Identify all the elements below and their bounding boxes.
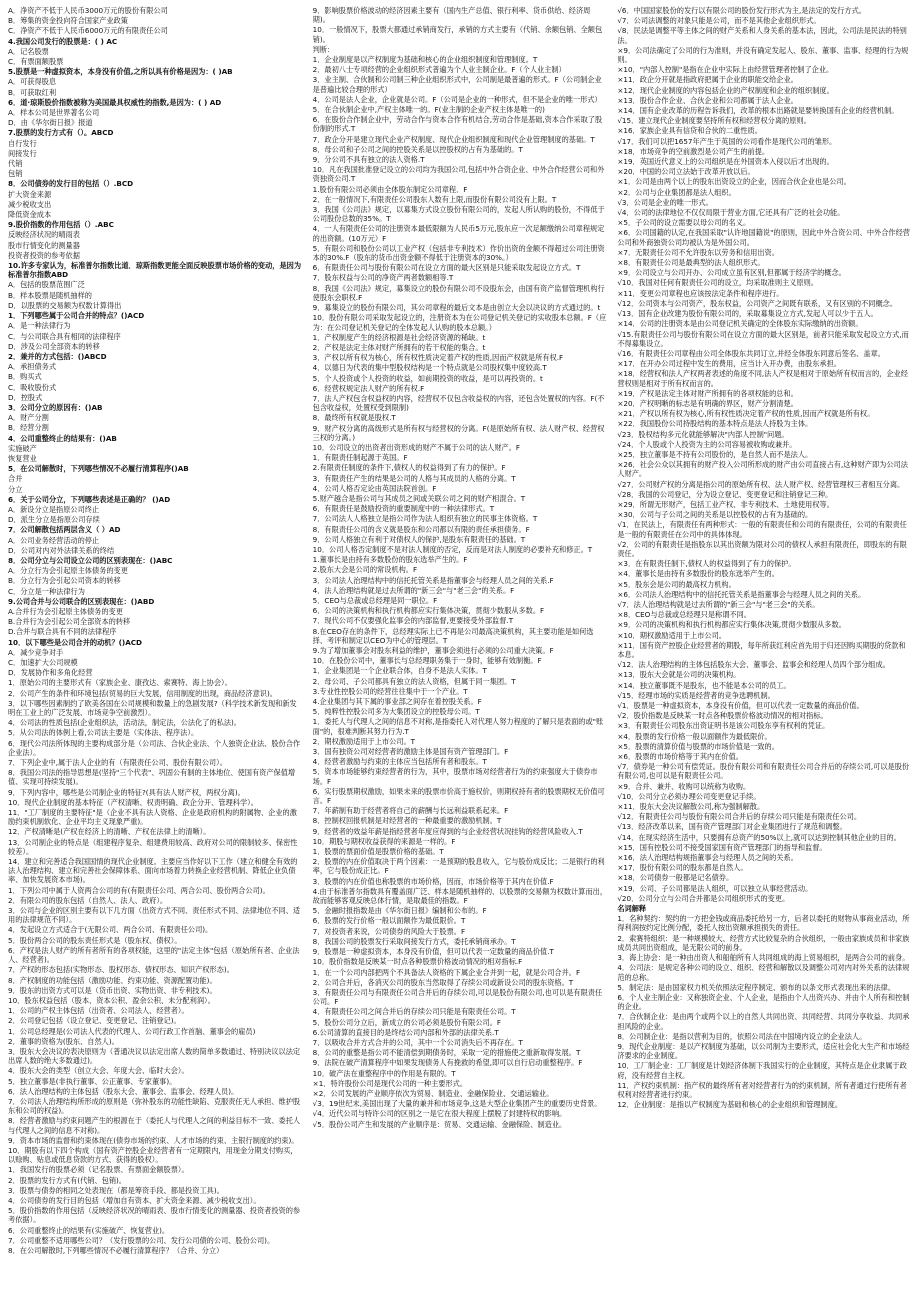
text-line: 10．破产法在重整程序中的作用是有限的。T (312, 1068, 456, 1078)
text-line: 7．以吸收合并方式合并的公司，其中一个公司消失后不再存在。T (312, 1037, 523, 1047)
text-line: 3．公司与企业的区别主要有以下几方面（出资方式不同、责任形式不同、法律地位不同、适用的法律规范不同）。 (8, 906, 301, 925)
text-line: ×11．政企分开就是指政府把属于企业的职能交给企业。 (617, 75, 798, 85)
column-right (617, 6, 912, 1296)
text-line: 10．股份有限公司采取发起设立的，注册资本为在公司登记机关登记的实收股本总额。F（应为：在公司登记机关登记的全体发起人认购的股本总额。） (312, 313, 607, 332)
text-line: 1．公司的产权主体包括（出资者、公司法人、经营者）。 (8, 1006, 189, 1016)
text-line: C．分立是一种法律行为 (8, 586, 85, 596)
text-line: 3．有限责任公司与有限责任公司合并后的存续公司,可以是股份有限公司,也可以是有限责任公司。F (312, 987, 603, 1007)
text-line: 4．以德日为代表的集中型股权结构是一个特点就是公司股权集中度较高.T (312, 363, 547, 373)
text-line: A．可获得股息 (8, 77, 57, 87)
text-line: √15．建立现代企业制度要坚持所有权和经营权分离的原则。 (617, 116, 811, 126)
text-line: ×6．公司法人治理结构中的信托托管关系是指董事会与经理人员之间的关系。 (617, 589, 866, 599)
text-line: √15．经理市场的实质是经营者的竞争选聘机制。 (617, 690, 775, 700)
text-line: D．公司对内对外法律关系的终结 (8, 545, 115, 555)
text-line: 2．公司合并后，各消灭公司的股东当然取得了存续公司或新设公司的股东资格。T (312, 977, 574, 987)
text-line: D．发展协作和多角化经营 (8, 668, 93, 678)
text-line: 降低资金成本 (8, 210, 52, 220)
text-line: ×6．公司国籍的认定,在我国采取"认许地国籍说"的原则，因此中外合资公司、中外合作经营公司和外商独资公司均被认为是外国公司。 (617, 228, 910, 247)
text-line: √6．中国国家股份的发行以有限公司的股份发行形式为主,是法定的发行方式。 (617, 6, 866, 15)
question-heading: 7．公司解散包括两层含义（ ）AD (8, 525, 121, 535)
text-line: ×16．家族企业具有信贷和合伙的二重性质。 (617, 126, 762, 136)
text-line: ×6．股票的市场价格等于其内在价值。 (617, 752, 743, 762)
text-line: ×17．股份有限公司的股东都是自然人。 (617, 863, 748, 873)
text-line: D．以股票的交易额为权数计算得出 (8, 300, 122, 310)
text-line: 4.由于标准普尔指数具有覆盖面广泛、样本是随机抽样的、以股票的交易额为权数计算而出，故而能够客观反映总体行情，是取最佳的指数。F (312, 886, 608, 906)
text-line: 7．下列企业中,属于法人企业的有（有限责任公司、股份有限公司）。 (8, 758, 227, 768)
text-line: 3．我国《公司法》规定，以募集方式设立股份有限公司的，发起人所认购的股份，不得低于公司股份总数的35%。T (312, 205, 605, 224)
text-line: ×9．合并、兼并、收购可以统称为收购。 (617, 781, 751, 791)
text-line: 2.股东大会是公司的常设机构。F (312, 565, 418, 575)
text-line: A．新设分立是指原公司终止 (8, 504, 100, 514)
text-line: 5．股份公司分立后，新成立的公司必须是股份有限公司。F (312, 1017, 502, 1027)
text-line: 2．有限公司的股东包括（自然人、法人、政府）。 (8, 895, 168, 905)
question-heading: 6．关于公司分立，下列哪些表述是正确的？ ()AD (8, 494, 171, 504)
text-line: ×11．股东大会决议解散公司,称为强制解散。 (617, 802, 765, 812)
text-line: 10．在股份公司中，董事长与总经理职务集于一身时，能够有效制衡。F (312, 656, 542, 666)
text-line: D．控股式 (8, 392, 43, 402)
text-line: 3．以下哪些因素制约了欧美各国在公司规模和数量上的急剧发展?（科学技术新发现和新发明在工业上的广泛发展、市场竞争空前激烈）。 (8, 698, 297, 718)
text-line: √3．19世纪末,美国出现了大量的兼并和市场竞争,这是大型企业集团产生的重要历史背景。 (312, 1099, 602, 1109)
text-line: √23．股权结构多元化就能够解决"内部人控制"问题。 (617, 429, 789, 439)
text-line: D．由《华尔街日报》报道 (8, 118, 93, 128)
text-line: C．净资产不低于人民币6000万元的有限责任公司 (8, 26, 168, 36)
text-line: 2．产权是法定主体对财产所拥有的若干权能的集合。t (312, 342, 486, 352)
text-line: 3.专业性控股公司的经营往往集中于一个产业。T (312, 686, 468, 696)
text-line: 减少税收支出 (8, 199, 52, 209)
text-line: ×3．在有限责任制下,债权人的权益得到了有力的保护。 (617, 559, 796, 569)
text-line: 10．工厂制企业：工厂制度是计划经济体制下我国实行的企业制度，其特点是企业隶属于政府，没有经营自主权。 (617, 1061, 907, 1080)
text-line: ×25．独立董事是不持有公司股份的，是自然人而不是法人。 (617, 449, 813, 459)
text-line: 1．委托人与代理人之间的信息不对称,是指委托人对代理人努力程度的了解只是表面的或"账面"的，很难判断其努力行为.T (312, 717, 604, 736)
text-line: 2．期权激励适用于上市公司。T (312, 736, 416, 746)
text-line: 8．最终所有权就是股权.T (312, 413, 396, 423)
text-line: 5．股价指数的作用包括（反映经济状况的晴雨表、股市行情变化的测量器、投资者投资的参考依据）。 (8, 1206, 301, 1225)
text-line: 7．公司重整不适用哪些公司？（发行股票的公司、发行公司债的公司、股份公司)。 (8, 1235, 275, 1245)
text-line: ×3．有限责任公司股东出资证明书是该公司股东享有权利的凭证。 (617, 721, 830, 731)
text-line: ×5．子公司的设立需要以母公司的名义。 (617, 218, 751, 228)
question-heading: 7.股票的发行方式有（）。ABCD (8, 128, 114, 138)
text-line: 1．股票的票面价值是股票价格的基础。T (312, 847, 444, 857)
text-line: C．与公司联合具有相同的法律程序 (8, 331, 121, 341)
text-line: A．净资产不低于人民币3000万元的股份有限公司 (8, 6, 168, 15)
text-line: 9．影响股票价格波动的经济因素主要有（国内生产总值、银行利率、货币供给、经济周期)。 (312, 6, 591, 25)
text-line: 1．有限责任制起源于英国。F (312, 453, 408, 463)
text-line: 6．实行股票期权激励，如果未来的股票市价高于施权价，则期权持有者的股票期权无价值可言。F (312, 786, 605, 806)
text-line: ×7．无限责任公司不允许股东以劳务和信用出资。 (617, 247, 779, 257)
question-heading: 9.公司合并与公司联合的区别表现在：()ABD (8, 596, 155, 606)
text-line: √12．有限责任公司与股份有限公司合并后的存续公司只能是有限责任公司。 (617, 812, 862, 822)
text-line: √28．我国的公司登记，分为设立登记、变更登记和注销登记三种。 (617, 489, 833, 499)
text-line: 4．经营者激励与约束的主体应当包括所有者和股东。T (312, 757, 487, 767)
text-line: 9．股东的出资方式可以是（货币出资、实物出资、非专利技术)。 (8, 985, 217, 995)
text-line: C．有票面额股票 (8, 57, 64, 67)
text-line: 10．股价指数是反映某一时点各种股票价格波动情况的相对指标.F (312, 957, 523, 967)
text-line: B．筹集的资金投向符合国家产业政策 (8, 16, 128, 26)
text-line: 7．对投资者来说，公司债券的风险大于股票。F (312, 926, 466, 936)
text-line: 2．股票的发行方式有(代销、包销)。 (8, 1175, 126, 1185)
text-line: A．公司业务经营活动的停止 (8, 535, 100, 545)
text-line: ×4．董事长是由持有多数股份的股东选举产生的。 (617, 569, 779, 579)
question-heading: 4．公司重整终止的结果有：()AB (8, 433, 117, 443)
text-line: 2.有限责任制度的条件下,债权人的权益得到了有力的保护。F (312, 463, 506, 473)
text-line: 3．公司法人治理结构中的信托托管关系是指董事会与经理人员之间的关系.F (312, 575, 554, 585)
text-line: √15.有限责任公司与股份有限公司在设立方面的最大区别是，前者只能采取发起设立方式,而不得募集设立。 (617, 329, 909, 348)
text-line: 合并 (8, 474, 23, 484)
text-line: ×26．社会公众以其拥有的财产投入公司所形成的财产由公司直接占有,这种财产即为公司法人财产。 (617, 460, 908, 479)
text-line: 9．募集设立的股份有限公司，其公司章程的最后文本是由创立大会以决议的方式通过的。t (312, 303, 601, 313)
text-line: √27．公司财产权的分离是指公司的原始所有权、法人财产权、经营管理权三者相互分离。 (617, 479, 905, 489)
text-line: 2．索赛特组织：是一种规模较大、经营方式比较复杂的合伙组织，一般由家族成员和非家族成员共同出资组成，是无限公司的前身。 (617, 933, 910, 952)
text-line: 4．发起设立方式适合于(无限公司、两合公司、有限责任公司)。 (8, 925, 213, 935)
text-line: 8．我国《公司法》规定，募集设立的股份有限公司不设股东会，由国有资产监督管理机构行使股东会职权.F (312, 283, 605, 302)
text-line: 1．名种契约：契约的一方把金钱或商品委托给另一方，后者以委托的财物从事商业活动，所得利润按约定比例分配，委托人按出资额承担损失的责任。 (617, 914, 910, 933)
text-line: 3．海上协会：是一种由出资人和船舶所有人共同组成的海上贸易组织，是两合公司的前身。 (617, 953, 910, 963)
text-line: 7．股东权益与公司的净资产两者数额相等.T (312, 273, 454, 283)
text-line: ×21．产权以所有权为核心,所有权性质决定着产权的性质,因而产权就是所有权。 (617, 409, 875, 419)
text-line: √7．公司法调整的对象只能是公司，而不是其他企业组织形式。 (617, 16, 821, 26)
text-line: 2．母公司、子公司都具有独立的法人资格，但属于同一集团。T (312, 676, 516, 686)
text-line: 8．公司的重整是指公司不能清偿到期债务时，采取一定的措施使之重新取得发展。T (312, 1048, 581, 1058)
text-line: 12．企业制度：是指以产权制度为基础和核心的企业组织和管理制度。 (617, 1100, 843, 1110)
text-line: ×10．期权激励适用于上市公司。 (617, 630, 726, 640)
text-line: √12．法人治理结构的主体包括股东大会、董事会、监事会和经理人员四个部分组成。 (617, 660, 890, 670)
text-line: 13．公司制企业的特点是（组建程序复杂、组建费用较高、政府对公司的限制较多、保密性较差）。 (8, 837, 298, 856)
text-line: 6．有限责任公司与股份有限公司在设立方面的最大区别是只能采取发起设立方式。T (312, 263, 581, 273)
text-line: 3．股票与债券的相同之处表现在（都是筹资手段、都是投资工具)。 (8, 1185, 224, 1195)
text-line: 包销 (8, 169, 23, 179)
text-line: ×14．独立董事既不是股东，也不能是本公司的员工。 (617, 680, 791, 690)
text-line: √8．民法是调整平等主体之间的财产关系和人身关系的基本法，因此，公司法是民法的特别法。 (617, 26, 907, 45)
text-line: 8．母公司和子公司之间的控股关系是以控股权的占有为基础的。T (312, 144, 523, 154)
text-line: 6．产权是法人财产的所有者所有的各项权能，这里的"法定主体"包括（原始所有者、企业法人、经营者)。 (8, 945, 300, 965)
text-line: A．包括的股票范围广泛 (8, 280, 85, 290)
text-line: 1．公司总经理是(公司法人代表的代理人、公司行政工作首脑、董事会的雇员) (8, 1026, 256, 1036)
text-line: ×11．国有资产控股企业经营者的期股，每年所获红利应首先用于归还因购买期股的贷款和本息。 (617, 640, 906, 659)
question-heading: 名词解释 (617, 904, 647, 914)
question-heading: 1．下列哪些属于公司合并的特点？()ACD (8, 311, 145, 321)
text-line: ×20．中国的公司立法始于改革开放以后。 (617, 167, 755, 177)
text-line: 8．产权制度的功能包括（激励功能、约束功能、资源配置功能)。 (8, 975, 217, 985)
text-line: √24．个人股或个人投资为主的公司容易被收购或兼并。 (617, 439, 797, 449)
text-line: C．加速扩大公司规模 (8, 658, 78, 667)
text-line: 分立 (8, 484, 23, 494)
text-line: ×13．股份合作企业、合伙企业和公司都属于法人企业。 (617, 95, 798, 105)
question-heading: 10.许多专家认为，标准普尔指数比道．琼斯指数更能全面反映股票市场价格的变动，是因为标准普尔指数ABD (8, 261, 302, 280)
text-line: ×18．公司债券一般都是记名债券。 (617, 873, 734, 883)
text-line: 1．原始公司的主要形式有（家族企业、康孜达、索赛特、海上协会）。 (8, 678, 232, 688)
text-line: 9．下列内容中，哪些是公司制企业的特征?(具有法人财产权，两权分离)。 (8, 787, 245, 797)
text-line: 11．"工厂制度的主要特征"是（企业不具有法人资格、企业是政府机构的附属物、企业的激励约束机制软化、企业平均主义现象严重)。 (8, 808, 297, 827)
text-line: 7．现代公司不仅要强化监事会的内部监督,更要接受外部监督.T (312, 616, 514, 626)
text-line: √7．法人治理结构就是过去所谓的"新三会"与"老三会"的关系。 (617, 599, 820, 609)
text-line: 5．资本市场能够约束经营者的行为，其中，股票市场对经营者行为的约束强度大于债券市场。F (312, 767, 598, 786)
text-line: ×16．法人治理结构规指董事会与经理人员之间的关系。 (617, 853, 798, 863)
text-line: 9．股票是一种虚拟资本，本身没有价值，但可以代表一定数量的商品价值.T (312, 947, 554, 957)
text-line: A．是一种法律行为 (8, 321, 71, 331)
text-line: ×5．股东会是公司的最高权力机构。 (617, 579, 736, 589)
text-line: 2．公司产生的条件和环境包括(贸易的巨大发展，信用制度的出现，商品经济意识)。 (8, 688, 277, 698)
text-line: 扩大资金来源 (8, 189, 52, 199)
text-line: B．购买式 (8, 372, 42, 382)
text-line: ×15．国有控股公司不接受国家国有资产管理部门的指导和监督。 (617, 842, 827, 852)
text-line: 反映经济状况的晴雨表 (8, 230, 80, 240)
text-line: ×22．我国股份公司持股结构的基本特点是法人持股为主体。 (617, 419, 813, 429)
text-line: 9．现代企业制度：是以产权制度为基础，以公司制为主要形式，适应社会化大生产和市场经济要求的企业制度。 (617, 1041, 910, 1061)
text-line: √1．在民法上，有限责任有两种形式：一般的有限责任和公司的有限责任，公司的有限责任是一般的有限责任在公司中的具体体现。 (617, 520, 907, 539)
text-line: 9．经营者的效益年薪是指经营者年度应得到的与企业经营状况挂钩的经营风险收入.T (312, 826, 583, 836)
text-line: 8．我国公司法的指导思想是(坚持"三个代表"、巩固公有制的主体地位、使国有资产保值增值、实现可持续发展)。 (8, 768, 296, 787)
text-line: 2．公司登记包括（设立登记、变更登记、注销登记)。 (8, 1016, 181, 1026)
text-line: D.合并与联合具有不同的法律程序 (8, 627, 117, 637)
text-line: 7．年薪制有助于经营者将自己的薪酬与长远利益联系起来。F (312, 806, 509, 816)
text-line: 5.财产越合是指公司与其成员之间或关联公司之间的财产相混合。T (312, 493, 526, 503)
text-line: 10．期股与期权收益获得的来源是一样的。F (312, 836, 456, 846)
text-line: √20．公司分立与公司合并都是公司组织形式的变更。 (617, 893, 790, 903)
text-line: 5．制定法：是由国家权力机关依照法定程序制定、颁布的以条文形式表现出来的法律。 (617, 982, 896, 992)
text-line: 3．产权以所有权为核心，所有权性质决定着产权的性质,因而产权就是所有权.F (312, 353, 564, 363)
text-line: ×9．公司设立与公司开办、公司成立虽有区别,但都属于经济学的概念。 (617, 268, 846, 278)
question-heading: 9.股价指数的作用包括（）.ABC (8, 220, 114, 230)
text-line: 4．公司法的性质包括(企业组织法，活动法，制定法，公法化了的私法)。 (8, 718, 241, 728)
text-line: 6．经营权规定法人财产的所有权.F (312, 383, 425, 393)
text-line: 6．有限责任是鼓励投资的重要制度中的一种法律形式。T (312, 504, 495, 514)
text-line: 2．最初八士专项经营的企业组织形式普遍为个人业主制企业。F（个人业主制） (312, 65, 566, 75)
text-line: 1．在一个公司内部把两个不具备法人资格的下属企业合并到一起，就是公司合并。F (312, 967, 581, 977)
text-line: 代销 (8, 159, 23, 169)
text-line: ×20．产权明晰的标志是有明确的界区，财产分割清楚。 (617, 398, 798, 408)
text-line: 9．公司人格独立有利于对债权人的保护,是股东有限责任的基础。T (312, 534, 526, 544)
text-line: ×17．在开办公司过程中发生的费用，应当计入开办费，由股东承担。 (617, 359, 841, 369)
text-line: 10．期股有以下四个构成（国有资产控股企业经营者有一定期限内，用现金分期支付购买，以赊购、贴息或低息贷款的方式、获得的股权）。 (8, 1145, 298, 1165)
text-line: √4．近代公司与特许公司的区别之一是它在很大程度上摆脱了封建特权的影响。 (312, 1109, 567, 1119)
text-line: 5．独立董事是(非执行董事、公正董事、专家董事)。 (8, 1076, 177, 1086)
text-line: 8.在CEO存在的条件下，总经理实际上已不再是公司最高决策机构，其主要功能是如何选择、考评和制定以CEO为中心的管理层。T (312, 626, 594, 645)
text-line: D．派生分立是指原公司存续 (8, 515, 100, 525)
text-line: ×2．公司与企业集团都是法人组织。 (617, 187, 736, 197)
question-heading: 6．道·琼斯股价指数被称为美国最具权威性的指数,是因为：( ) AD (8, 97, 222, 107)
text-line: 4．股东大会的类型（创立大会、年度大会、临时大会）。 (8, 1066, 189, 1076)
text-line: ×14．公司的注册资本是由公司登记机关确定的全体股东实际缴纳的出资额。 (617, 319, 863, 329)
text-line: 10．现代企业制度的基本特征（产权清晰、权责明确、政企分开、管理科学）。 (8, 797, 258, 807)
text-line: A．减少竞争对手 (8, 647, 64, 657)
text-line: ×9．公司法确定了公司的行为准则，并没有确定发起人、股东、董事、监事、经理的行为规则。 (617, 45, 909, 65)
text-line: ×14．国有企业改革的历程告诉我们，改革的根本出路就是要转换国有企业的经营机制。 (617, 106, 899, 116)
text-line: 8．有限责任公司的含义就是股东和公司都以有限的责任承担债务。F (312, 524, 530, 534)
text-line: 5．有限公司和股份公司以工业产权（包括非专利技术）作价出资的金额不得超过公司注册资本的30%.F（股东的货币出资金额不得低于注册资本的30%。） (312, 243, 605, 263)
text-line: √13．经济改革以来，国有资产管理部门对企业集团进行了规范和调整。 (617, 822, 847, 832)
text-line: 5．从公司法的体例上看,公司法主要是（实体法、程序法）。 (8, 728, 199, 738)
text-line: 9．法院在破产清算程序中如果发现债务人有挽救的希望,即可以自行启动重整程序。F (312, 1058, 583, 1068)
text-line: 3．股东大会决议的表决原则为（普通决议以法定出席人数的简单多数通过、特别决议以法定出席人数的绝大多数通过)。 (8, 1046, 301, 1066)
text-line: A.合并行为会引起原主体债务的变更 (8, 606, 123, 616)
text-line: √17．我们可以把1657年产生于英国的公司看作是现代公司的雏形。 (617, 136, 837, 146)
text-line: 间接发行 (8, 148, 37, 158)
text-line: C．吸收股份式 (8, 382, 57, 392)
question-heading: 5．在公司解散时，下列哪些情况不必履行清算程序()AB (8, 464, 189, 474)
text-line: 2．股票的内在价值取决于两个因素：一是预期的股息收入，它与股份成反比；二是银行的利率，它与股份成正比。F (312, 857, 605, 876)
text-line: 2．董事的资格为(股东、自然人)。 (8, 1036, 119, 1046)
three-column-text (8, 6, 912, 1296)
text-line: 1．企业制度是以产权制度为基础和核心的企业组织制度和管理制度。T (312, 55, 538, 65)
column-middle (313, 6, 608, 1296)
text-line: 1．下列公司中属于人资两合公司的有(有限责任公司、两合公司、股份两合公司)。 (8, 885, 270, 895)
text-line: 5．CEO与总裁或总经理是同一职位。F (312, 595, 438, 605)
text-line: 11．产权约束机制：指产权的最终所有者对经营者行为的约束机制，所有者通过行使所有者权利对经营者进行约束。 (617, 1080, 907, 1099)
text-line: √12．公司资本与公司资产，股东权益，公司资产之间既有联系，又有区别的不同概念。 (617, 298, 898, 308)
text-line: 2．在一般情况下,有限责任公司股东人数有上限,而股份有限公司没有上限。T (312, 194, 557, 204)
text-line: 7．公司法人治理结构所形成的原则是（弥补股东的功能性缺陷、克服责任无人承担、维护股东和公司的权益)。 (8, 1096, 301, 1116)
text-line: ×8．CEO与总裁或总经理只是称谓不同。 (617, 610, 751, 620)
text-line: ×1．特许股份公司是现代公司的一种主要形式。 (312, 1078, 468, 1088)
text-line: ×19．公司、子公司都是法人组织，可以独立从事经营活动。 (617, 883, 813, 893)
text-line: 9．资本市场的监督和约束体现在(债券市场的约束、人才市场的约束、主银行制度的约束)。 (8, 1135, 299, 1145)
text-line: 4．公司债券的发行目的包括（增加自有资本、扩大资金来源、减少税收支出）。 (8, 1195, 261, 1205)
text-line: 自行发行 (8, 138, 37, 148)
text-line: B.合并行为会引起公司全部资本的转移 (8, 617, 131, 627)
text-line: ×12．现代企业制度的内容包括企业的产权制度和企业的组织制度。 (617, 85, 834, 95)
text-line: B．可获取红利 (8, 87, 57, 97)
text-line: 股市行情变化的测量器 (8, 240, 80, 250)
text-line: 10．公司设立的出资者出资形成的财产不属于公司的法人财产。F (312, 442, 521, 452)
text-line: ×29．所谓无形财产，包括工业产权、非专利技术、土地使用权等。 (617, 499, 834, 509)
text-line: A．财产分割 (8, 413, 49, 423)
text-line: 10．一般情况下，股票大都通过承销商发行，承销的方式主要有（代销、余额包销、全额包销)。 (312, 25, 603, 44)
text-line: 7．公司法人人格独立是指公司作为法人组织有独立的民事主体资格。T (312, 514, 538, 524)
text-line: ×18．经营权和法人产权两者表述的角度不同,法人产权是相对于原始所有权而言的，企业经营权则是相对于所有权而言的。 (617, 369, 908, 388)
text-line: 3．股票的内在价值也称股票的市场价格，因而，市场价格等于其内在价值.F (312, 876, 554, 886)
text-line: √2．股价指数是反映某一时点各种股票价格波动情况的相对指标。 (617, 711, 828, 721)
text-line: 4．公司是法人企业，企业就是公司。F（公司是企业的一种形式，但不是企业的唯一形式） (312, 94, 602, 104)
text-line: √2．公司的有限责任是指股东以其出资额为限对公司的债权人承担有限责任，即股东的有限责任。 (617, 539, 907, 558)
text-line: 6．公司的决策机构和执行机构都应实行集体决策，贯彻少数服从多数。F (312, 606, 545, 616)
text-line: ×5．股票的清算价值与股票的市场价值是一致的。 (617, 741, 779, 751)
question-heading: 8．公司债券的发行目的包括（）.BCD (8, 179, 134, 189)
text-line: ×10．"内部人控制"是指在企业中实际上由经营管理者控制了企业。 (617, 65, 834, 75)
text-line: ×19．英国近代意义上的公司组织是在外国资本入侵以后才出现的。 (617, 157, 834, 167)
text-line: ×11．变更公司章程也应该按法定条件和程序进行。 (617, 288, 784, 298)
text-line: 5．股份两合公司的股东责任形式是（股东权、债权）。 (8, 935, 182, 945)
question-heading: 5.股票是一种虚拟资本，本身没有价值,之所以具有价格是因为：( )AB (8, 67, 233, 77)
text-line: 8．控制权回报机制是对经营者的一种最重要的激励机制。T (312, 816, 502, 826)
text-line: 5．个人投资或个人投资的收益，如前期投资的收益，是可以再投资的。t (312, 373, 543, 383)
text-line: 6．现代公司法所体现的主要构成部分是（公司法、合伙企业法、个人独资企业法、股份合作企业法）。 (8, 738, 301, 757)
text-line: A．样本公司是世界著名公司 (8, 108, 100, 118)
text-line: B．样本股票是随机抽样的 (8, 290, 92, 300)
question-heading: 2．兼并的方式包括：()ABCD (8, 351, 107, 361)
text-line: 实施破产 (8, 443, 37, 453)
text-line: 3．业主制、合伙制和公司制三种企业组织形式中，公司制是最普遍的形式。F（公司制企业是普遍比较合理的形式） (312, 75, 602, 94)
text-line: 1．企业集团是一个企业联合体，自身不是法人实体。T (312, 666, 487, 676)
text-line: 14．建立和完善适合我国国情的现代企业制度。主要应当作好以下工作（建立和健全有效的法人治理结构、建立和完善社会保障体系、面向市场着力转换企业经营机制、降低企业负债率、加快发展资本市场)。 (8, 857, 298, 885)
text-line: ×4．股票的发行价格一般以面额作为最低限价。 (617, 731, 772, 741)
column-left (8, 6, 303, 1296)
text-line: 6．股票的发行价格一般以面额作为最低限价。T (312, 916, 466, 926)
text-line: ×30．公司与子公司之间的关系是以控股权的占有为基础的。 (617, 510, 813, 520)
text-line: ×8．有限责任公司是最典型的法人组织形式。 (617, 258, 765, 268)
text-line: 6．公司重整终止的结果有(实施破产、恢复营业)。 (8, 1225, 170, 1235)
text-line: √16．有限责任公司章程由公司全体股东共同订立,并经全体股东同意后签名、盖章。 (617, 348, 885, 358)
text-line: 7．合伙制企业：是由两个或两个以上的自然人共同出资、共同经营、共同分享收益、共同承担风险的企业。 (617, 1012, 910, 1031)
question-heading: 3．公司分立的原因有：()AB (8, 402, 103, 412)
text-line: 7．法人产权包含权益权的内容，经营权不仅包含收益权的内容，还包含处置权的内容。F(不包含收益权，处置权受到限制) (312, 393, 605, 413)
text-line: A．分立行为会引起原主体债务的变更 (8, 566, 128, 576)
text-line: √4．公司的法律地位不仅仅局限于营业方面,它还具有广泛的社会功能。 (617, 208, 845, 218)
text-line: 7．产权的形态包括(实物形态、股权形态、债权形态、知识产权形态)。 (8, 965, 234, 975)
text-line: √3．公司是企业的唯一形式。 (617, 197, 713, 207)
text-line: 判断： (312, 44, 335, 54)
text-line: 4.企业集团与其下属的事业部之间存在着控股关系。F (312, 697, 482, 707)
text-line: ×2．公司发展的产业顺序依次为贸易、制造业、金融保险业、交通运输业。 (312, 1088, 554, 1098)
text-line: √5．股份公司产生和发展的产业顺序是：贸易、交通运输、金融保险、制造业。 (312, 1119, 567, 1129)
text-line: 10．凡在我国批准登记设立的公司均为我国公司,包括中外合资企业、中外合作经营公司和外资独资公司.T (312, 165, 605, 184)
text-line: √1．股票是一种虚拟资本，本身没有价值，但可以代表一定数量的商品价值。 (617, 701, 864, 711)
text-line: 4．公司人格否定论由英国法院首创。F (312, 483, 437, 493)
text-line: √10．我国对任何有限责任公司的设立，均采取准则主义原则。 (617, 278, 818, 288)
text-line: 8．我国公司的股票发行采取间接发行方式，委托承销商承办。T (312, 936, 516, 946)
text-line: B．经营分割 (8, 423, 49, 433)
text-line: 6．法人治理结构的主体包括（股东大会、董事会、监事会、经理人员)。 (8, 1086, 239, 1096)
text-line: 1.董事长是由持有多数股份的股东选举产生的。F (312, 555, 468, 565)
text-line: 5．纯粹性控股公司多为大集团设立的控股母公司。T (312, 707, 480, 717)
question-heading: 8．公司分立与公司设立公司的区别表现在：()ABC (8, 555, 173, 565)
text-line: 3．有限责任产生的结果是公司的人格与其成员的人格的分离。T (312, 473, 516, 483)
text-line: 投资者投资的参考依据 (8, 250, 80, 260)
question-heading: 4.我国公司发行的股票是：( ) AC (8, 36, 118, 46)
text-line: ×13．股东大会就是公司的决策机构。 (617, 670, 741, 680)
text-line: 1．产权制度产生的经济根源是社会经济资源的稀缺。t (312, 332, 486, 342)
text-line: 8．经营者激励与约束问题产生的根源在于（委托人与代理人之间的利益目标不一致、委托人与代理人之间的信息不对称)。 (8, 1116, 301, 1135)
question-heading: 10．以下哪些是公司合并的动机？()ACD (8, 637, 143, 647)
text-line: 12．产权清晰是(产权在经济上的清晰、产权在法律上的清晰）。 (8, 827, 211, 837)
text-line: 1.股份有限公司必须由全体股东制定公司章程．F (312, 184, 468, 194)
text-line: 7．政企分开是建立现代企业产权制度、现代企业组织制度和现代企业管理制度的基础。T (312, 134, 595, 144)
text-line: D．涉及公司全部资本的转移 (8, 341, 100, 351)
text-line: √10．公司分立必须办理公司变更登记手续。 (617, 791, 761, 801)
text-line: B．分立行为会引起公司资本的转移 (8, 576, 121, 586)
text-line: ×1．公司是由两个以上的股东出资设立的企业，因而合伙企业也是公司。 (617, 177, 851, 187)
text-line: 3．国有独资公司对经营者的激励主体是国有资产管理部门。F (312, 747, 509, 757)
text-line: 10．公司人格否定制度不是对法人制度的否定，反而是对法人制度的必要补充和修正。T (312, 544, 593, 554)
text-line: 4．一人有限责任公司的注册资本最低限额为人民币5万元,股东应一次足额缴纳公司章程规定的出资额。(10万元）F (312, 224, 605, 243)
text-line: 6．个人业主制企业：又称独资企业、个人企业，是指由个人出资兴办、并由个人所有和控制的企业。 (617, 992, 910, 1012)
text-line: 9.为了增加董事会对股东利益的维护，董事会须进行必须的公司重大决策。F (312, 646, 554, 655)
text-line: 4．有限责任公司之间合并后的存续公司只能是有限责任公司。T (312, 1007, 516, 1017)
text-line: 6.公司清算的直接目的是终结公司内部和外部的法律关系.T (312, 1027, 499, 1037)
text-line: 9．财产权分离的高级形式是所有权与经营权的分离。F(是原始所有权、法人财产权、经营权三权的分离。) (312, 423, 605, 442)
text-line: 5．金融时报指数是由《华尔街日报》编制和公布的。F (312, 906, 487, 916)
text-line: 4．公司法：是规定各种公司的设立、组织、经营和解散以及调整公司对内对外关系的法律规范的总称。 (617, 963, 910, 982)
text-line: A．记名股票 (8, 46, 49, 56)
text-line: 9．分公司不具有独立的法人资格.T (312, 155, 425, 165)
text-line: 恢复营业 (8, 453, 37, 463)
text-line: 6．在股份合作制企业中，劳动合作与资本合作有机结合,劳动合作是基础,资本合作采取了股份制的形式.T (312, 115, 603, 134)
text-line: ×19．产权是法定主体对财产所拥有的各项权能的总和。 (617, 388, 798, 398)
text-line: 4．法人治理结构就是过去所谓的"新三会"与"老三会"的关系。F (312, 585, 515, 595)
text-line: √14．在现实经济生活中，只要拥有总资产的50%以上,就可以达到控制其他企业的目的。 (617, 832, 901, 842)
text-line: 5．在合伙制企业中,产权主体唯一的。F(业主制的企业产权主体是唯一的) (312, 105, 545, 115)
text-line: ×18．市场竞争的空前激烈是公司产生的前提。 (617, 146, 770, 156)
text-line: 10．股东权益包括（股本、资本公积、盈余公积、未分配利润）。 (8, 995, 215, 1005)
text-line: √13．国有企业改建为股份有限公司的，采取募集设立方式,发起人可以少于五人。 (617, 309, 878, 319)
text-line: A．承担债务式 (8, 362, 57, 372)
text-line: √7．债券是一种公司有偿凭证。股份有限公司和有限责任公司合并后的存续公司,可以是股份有限公司,也可以是有限责任公司。 (617, 762, 910, 781)
text-line: 8．在公司解散时,下列哪些情况不必履行清算程序？（合并、分立） (8, 1245, 224, 1255)
text-line: 1．我国发行的股票必须（记名股票、有票面金额股票）。 (8, 1165, 189, 1175)
text-line: 8．公司制企业：是指以营利为目的，依照公司法在中国境内设立的企业法人。 (617, 1031, 867, 1041)
text-line: ×9．公司的决策机构和执行机构都应实行集体决策,贯彻少数服从多数。 (617, 620, 846, 630)
